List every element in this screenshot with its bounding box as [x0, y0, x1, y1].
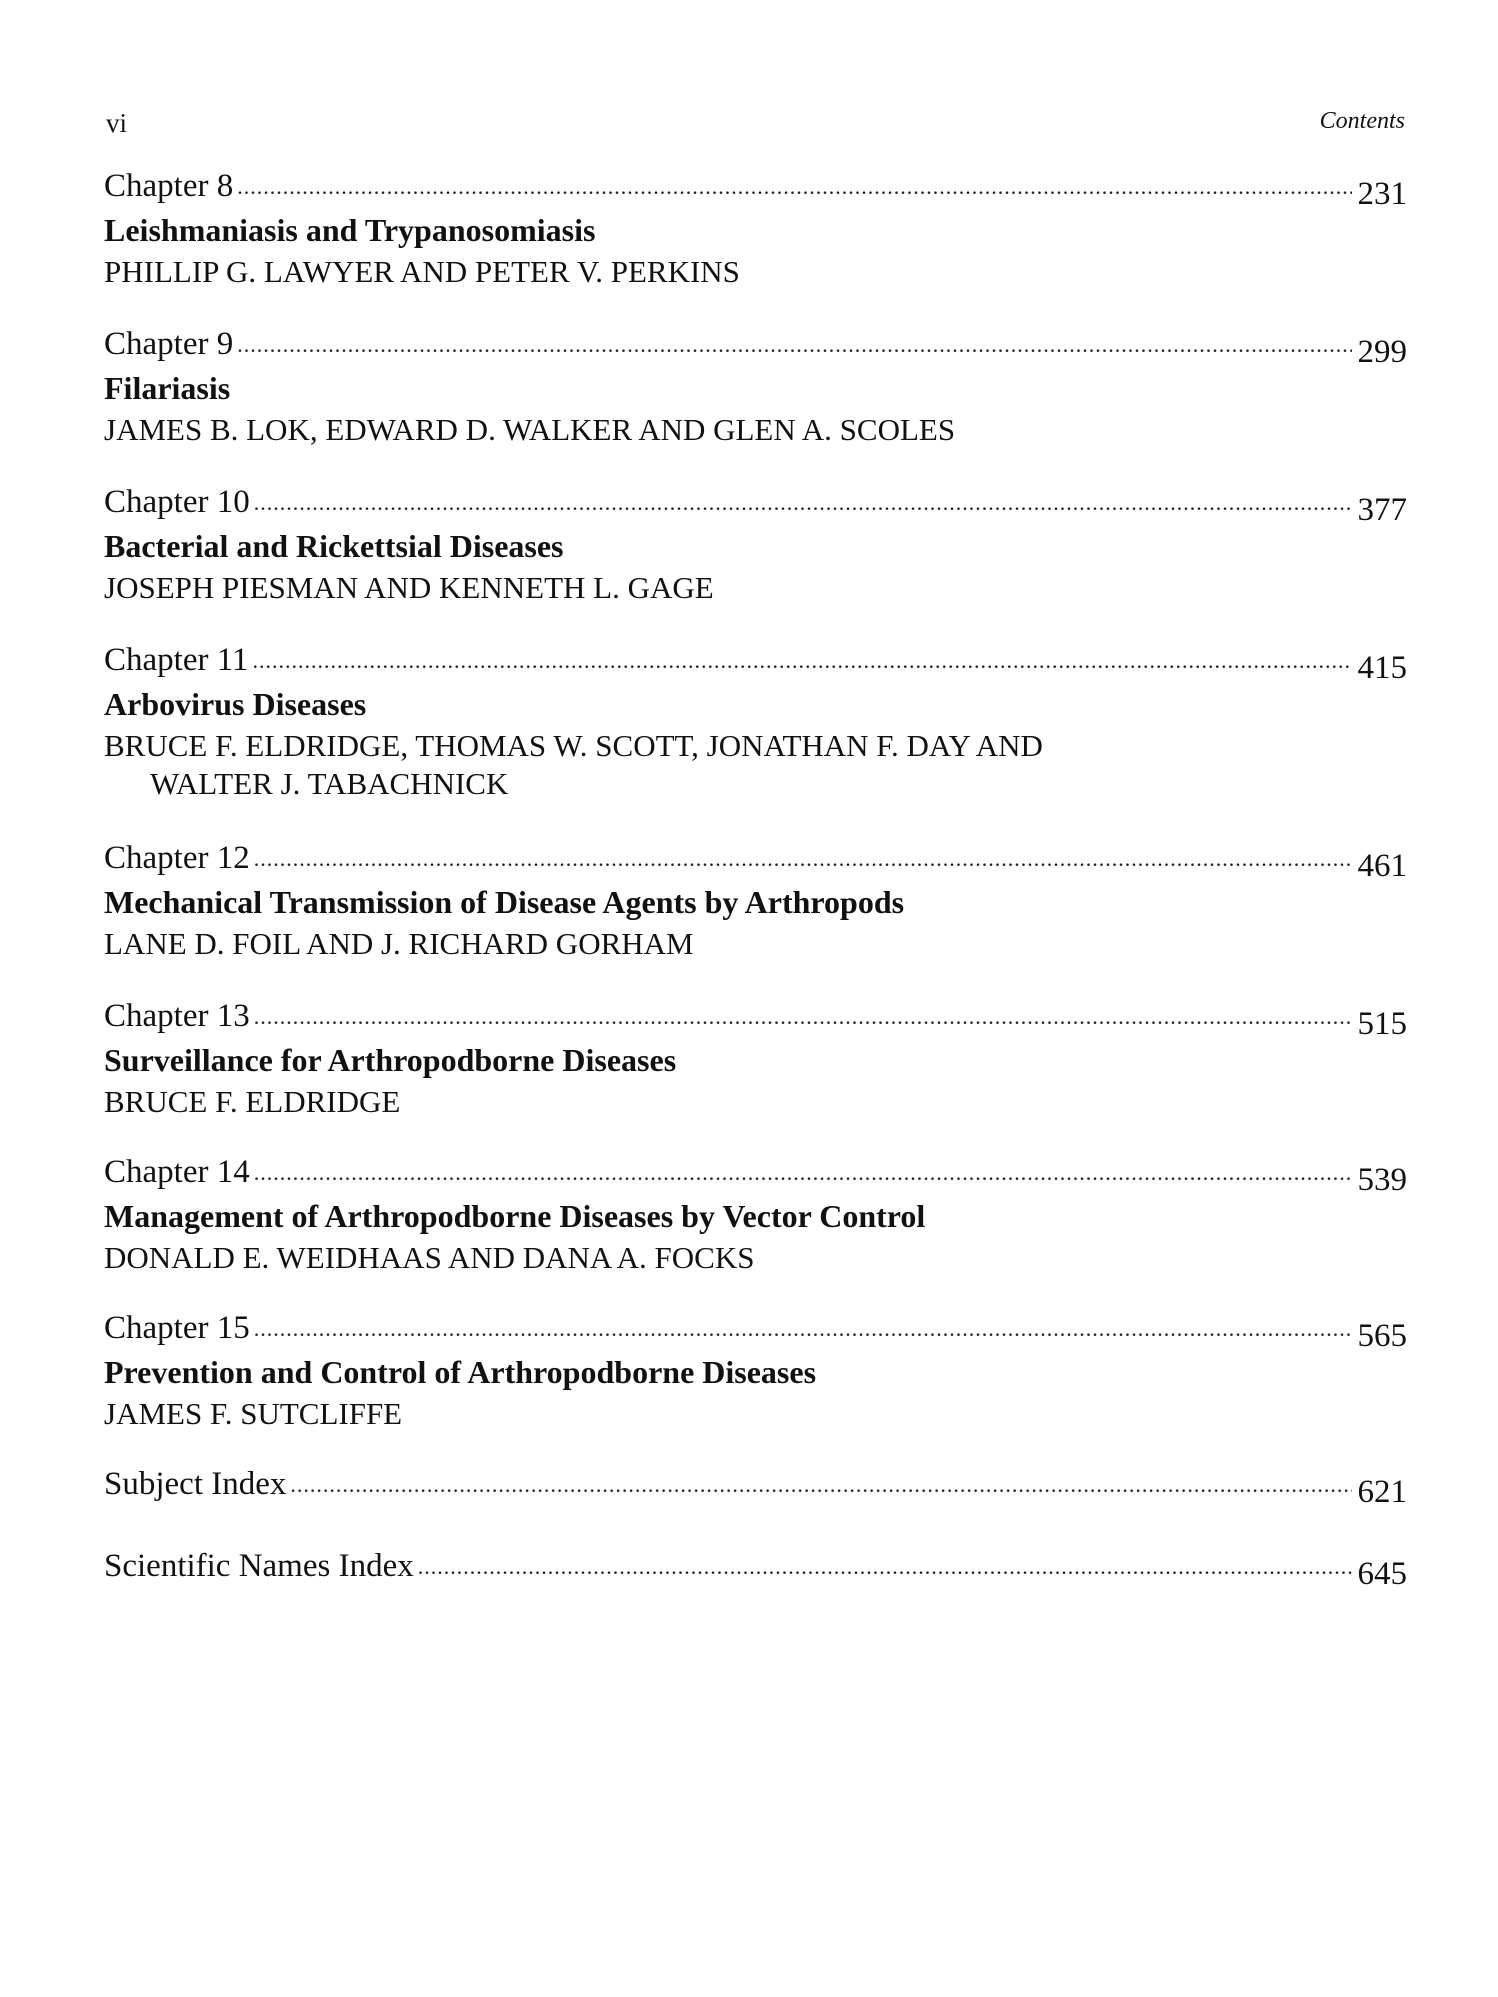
- page-number: 515: [1357, 1006, 1407, 1042]
- chapter-label: Chapter 14: [104, 1154, 250, 1190]
- page-header: [106, 108, 1405, 144]
- chapter-label: Chapter 15: [104, 1310, 250, 1346]
- toc-entry-chapter-13[interactable]: [104, 996, 1407, 1121]
- chapter-authors: BRUCE F. ELDRIDGE: [104, 1084, 401, 1119]
- chapter-title: Leishmaniasis and Trypanosomiasis: [104, 212, 596, 248]
- chapter-title: Arbovirus Diseases: [104, 686, 367, 722]
- toc-leader-line: [104, 1546, 1407, 1592]
- dot-leader: [418, 1547, 1352, 1587]
- toc-entry-chapter-14[interactable]: [104, 1152, 1407, 1277]
- toc-entry-subject-index[interactable]: [104, 1464, 1407, 1510]
- toc-entry-chapter-11[interactable]: [104, 640, 1407, 803]
- chapter-label: Chapter 8: [104, 168, 234, 204]
- chapter-label: Chapter 12: [104, 840, 250, 876]
- toc-entry-chapter-12[interactable]: [104, 838, 1407, 963]
- page-number: 621: [1357, 1474, 1407, 1510]
- chapter-authors: BRUCE F. ELDRIDGE, THOMAS W. SCOTT, JONATHAN F. DAY AND: [104, 728, 1043, 763]
- toc-leader-line: [104, 1308, 1407, 1354]
- chapter-title: Filariasis: [104, 370, 231, 406]
- chapter-label: Chapter 10: [104, 484, 250, 520]
- toc-entry-chapter-15[interactable]: [104, 1308, 1407, 1433]
- dot-leader: [254, 1153, 1352, 1193]
- toc-entry-chapter-8[interactable]: [104, 166, 1407, 291]
- toc-leader-line: [104, 838, 1407, 884]
- chapter-title: Management of Arthropodborne Diseases by Vector Control: [104, 1198, 926, 1234]
- toc-entry-chapter-9[interactable]: [104, 324, 1407, 449]
- dot-leader: [254, 483, 1352, 523]
- page-number: 461: [1357, 848, 1407, 884]
- chapter-label: Chapter 9: [104, 326, 234, 362]
- page-number: 565: [1357, 1318, 1407, 1354]
- chapter-title: Surveillance for Arthropodborne Diseases: [104, 1042, 677, 1078]
- index-label: Scientific Names Index: [104, 1548, 414, 1584]
- page-number: 645: [1357, 1556, 1407, 1592]
- page-number: 231: [1357, 176, 1407, 212]
- page-number: 377: [1357, 492, 1407, 528]
- page-folio: vi: [106, 108, 128, 138]
- chapter-label: Chapter 13: [104, 998, 250, 1034]
- toc-leader-line: [104, 166, 1407, 212]
- chapter-authors: DONALD E. WEIDHAAS AND DANA A. FOCKS: [104, 1240, 755, 1275]
- index-label: Subject Index: [104, 1466, 287, 1502]
- toc-leader-line: [104, 640, 1407, 686]
- toc-leader-line: [104, 1152, 1407, 1198]
- page-number: 299: [1357, 334, 1407, 370]
- dot-leader: [254, 1309, 1352, 1349]
- dot-leader: [254, 839, 1352, 879]
- dot-leader: [253, 641, 1352, 681]
- chapter-authors: LANE D. FOIL AND J. RICHARD GORHAM: [104, 926, 694, 961]
- toc-leader-line: [104, 1464, 1407, 1510]
- dot-leader: [237, 325, 1351, 365]
- chapter-title: Bacterial and Rickettsial Diseases: [104, 528, 564, 564]
- page-number: 415: [1357, 650, 1407, 686]
- dot-leader: [254, 997, 1352, 1037]
- running-head: Contents: [1319, 108, 1405, 134]
- toc-leader-line: [104, 482, 1407, 528]
- toc-entry-scientific-names-index[interactable]: [104, 1546, 1407, 1592]
- chapter-authors-continued: WALTER J. TABACHNICK: [150, 766, 509, 801]
- chapter-authors: JOSEPH PIESMAN AND KENNETH L. GAGE: [104, 570, 714, 605]
- chapter-authors: JAMES F. SUTCLIFFE: [104, 1396, 403, 1431]
- chapter-label: Chapter 11: [104, 642, 249, 678]
- chapter-authors: PHILLIP G. LAWYER AND PETER V. PERKINS: [104, 254, 740, 289]
- dot-leader: [237, 167, 1351, 207]
- chapter-title: Mechanical Transmission of Disease Agents by Arthropods: [104, 884, 905, 920]
- dot-leader: [290, 1465, 1351, 1505]
- page-number: 539: [1357, 1162, 1407, 1198]
- chapter-title: Prevention and Control of Arthropodborne Diseases: [104, 1354, 817, 1390]
- chapter-authors: JAMES B. LOK, EDWARD D. WALKER AND GLEN A. SCOLES: [104, 412, 956, 447]
- toc-leader-line: [104, 324, 1407, 370]
- toc-entry-chapter-10[interactable]: [104, 482, 1407, 607]
- toc-leader-line: [104, 996, 1407, 1042]
